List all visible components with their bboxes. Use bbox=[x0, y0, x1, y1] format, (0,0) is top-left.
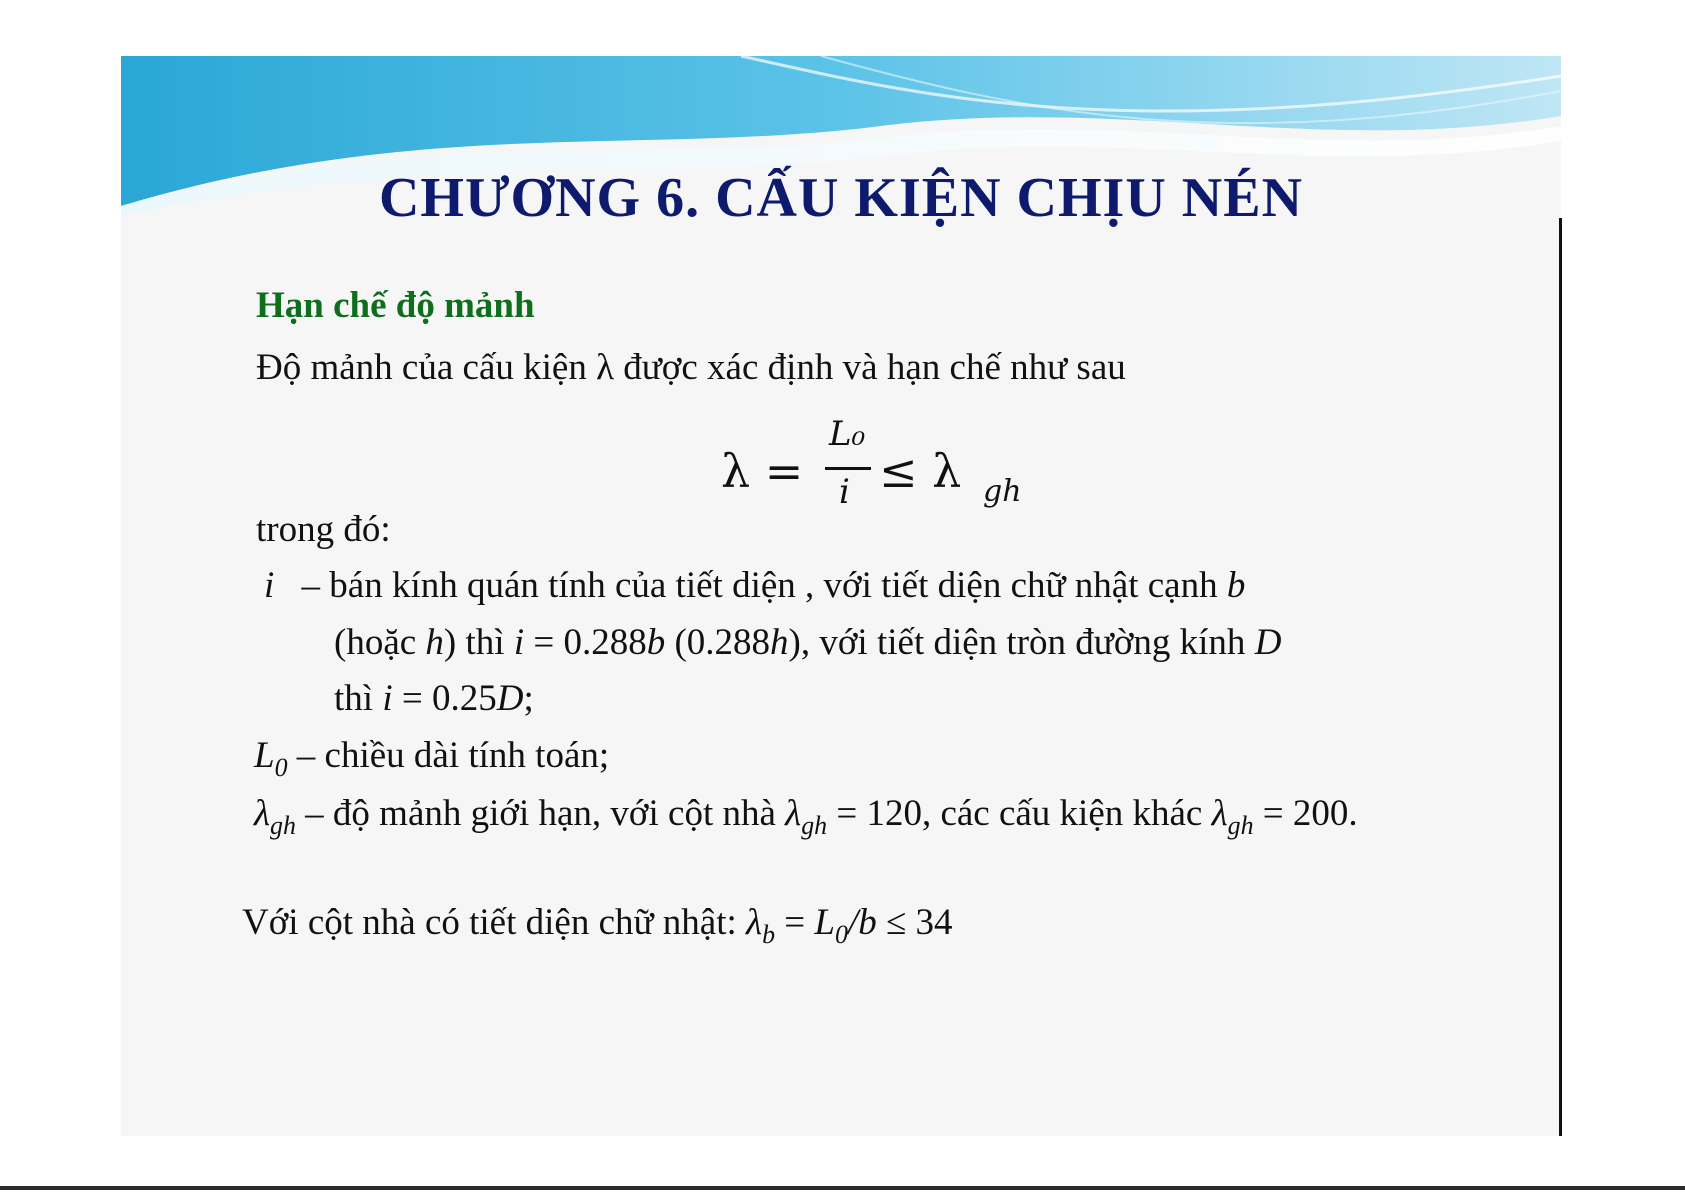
slide-right-border bbox=[1559, 218, 1562, 1136]
formula-denominator: i bbox=[839, 472, 850, 512]
def-i-symbol: i bbox=[264, 565, 275, 606]
where-label: trong đó: bbox=[256, 509, 391, 550]
formula-rhs-sub: gh bbox=[983, 474, 1022, 509]
def-lambda-gh: $\lambda_{gh}$ – độ mảnh giới hạn, với cột nhà $\lambda_{gh} = 120$, các cấu kiện khác $\lambda_{gh} = 200$. bbox=[254, 793, 1358, 841]
column-rule: Với cột nhà có tiết diện chữ nhật: $\lambda_b = L_0/b \le 34$ bbox=[242, 902, 953, 950]
intro-text: Độ mảnh của cấu kiện λ được xác định và hạn chế như sau bbox=[256, 347, 1126, 388]
def-i-line2: (hoặc h) thì i = 0.288b (0.288h), với tiết diện tròn đường kính D bbox=[334, 622, 1282, 663]
section-heading: Hạn chế độ mảnh bbox=[256, 285, 535, 326]
fraction-bar bbox=[825, 467, 871, 470]
slide bbox=[121, 56, 1561, 1136]
slide-title: CHƯƠNG 6. CẤU KIỆN CHỊU NÉN bbox=[378, 167, 1304, 229]
page-bottom-rule bbox=[0, 1186, 1685, 1190]
def-i-line3: thì i = 0.25D; bbox=[334, 678, 534, 719]
formula-rhs: ≤ λ bbox=[879, 444, 962, 498]
def-L0: $L_0$ – chiều dài tính toán; bbox=[254, 735, 610, 783]
def-i-line1: i – bán kính quán tính của tiết diện , với tiết diện chữ nhật cạnh b bbox=[264, 565, 1246, 606]
formula-numerator: L₀ bbox=[829, 414, 866, 454]
formula-lhs: λ = bbox=[721, 444, 804, 498]
